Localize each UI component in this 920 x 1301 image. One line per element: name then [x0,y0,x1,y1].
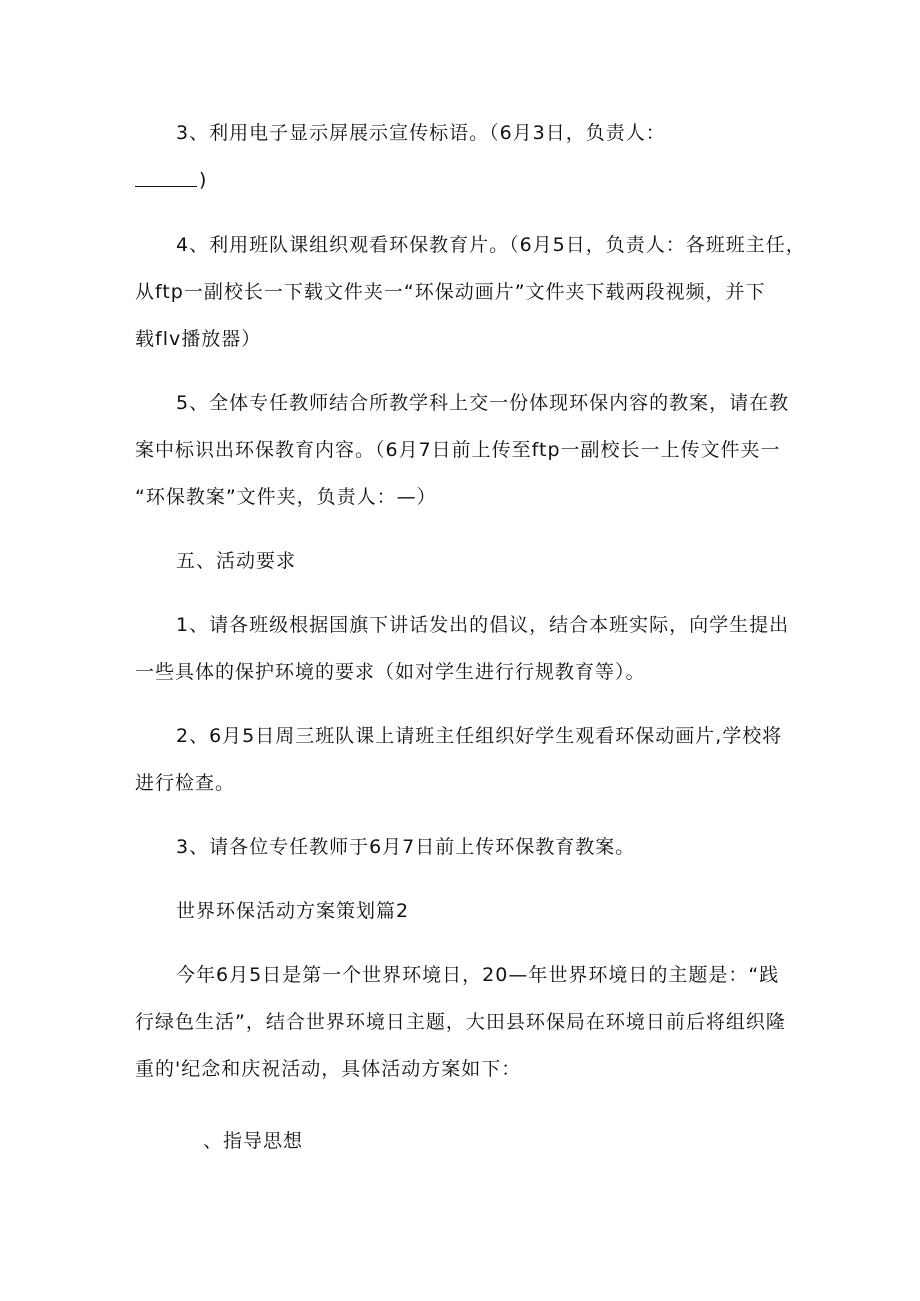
article-2-title: 世界环保活动方案策划篇2 [176,900,410,922]
item-5-line-3: “环保教案”文件夹，负责人：—） [135,486,437,508]
item-4-line-1: 4、利用班队课组织观看环保教育片。（6月5日，负责人：各班班主任， [176,234,806,256]
item-5-line-1: 5、全体专任教师结合所教学科上交一份体现环保内容的教案，请在教 [176,392,790,414]
intro-line-3: 重的'纪念和庆祝活动，具体活动方案如下： [135,1058,522,1080]
requirement-2-line-2: 进行检查。 [135,772,236,794]
requirement-1-line-1: 1、请各班级根据国旗下讲话发出的倡议，结合本班实际，向学生提出 [176,614,790,636]
item-4-line-3: 载flv播放器） [135,328,262,350]
item-3-line-1: 3、利用电子显示屏展示宣传标语。（6月3日，负责人： [176,122,666,144]
item-5-line-2: 案中标识出环保教育内容。（6月7日前上传至ftp一副校长一上传文件夹一 [135,439,781,461]
requirement-3-line-1: 3、请各位专任教师于6月7日前上传环保教育教案。 [176,836,636,858]
item-3-line-2: ) [199,169,208,191]
requirement-1-line-2: 一些具体的保护环境的要求（如对学生进行行规教育等）。 [135,661,646,683]
intro-line-1: 今年6月5日是第一个世界环境日，20—年世界环境日的主题是：“践 [176,964,780,986]
intro-line-2: 行绿色生活”，结合世界环境日主题，大田县环保局在环境日前后将组织隆 [135,1011,786,1033]
requirement-2-line-1: 2、6月5日周三班队课上请班主任组织好学生观看环保动画片,学校将 [176,725,783,747]
section-5-heading: 五、活动要求 [176,550,297,572]
guiding-ideology-heading: 、指导思想 [203,1130,304,1152]
responsible-person-blank [135,186,197,187]
item-4-line-2: 从ftp一副校长一下载文件夹一“环保动画片”文件夹下载两段视频，并下 [135,281,766,303]
